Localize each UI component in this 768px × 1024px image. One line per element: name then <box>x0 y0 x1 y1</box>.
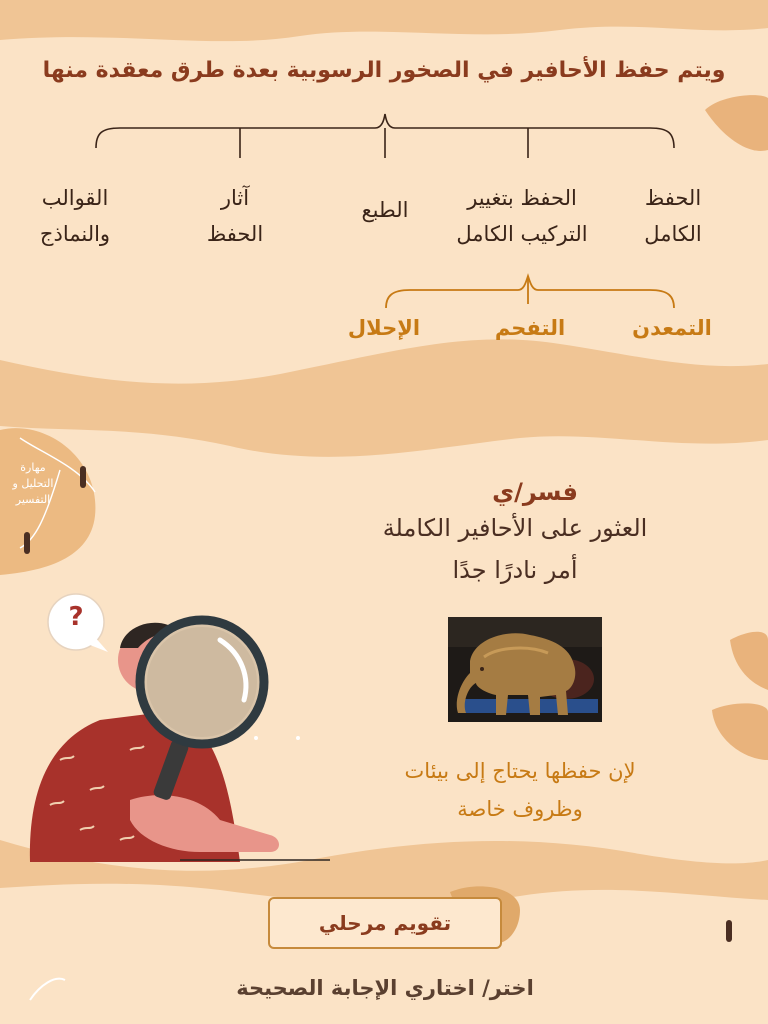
branch-molds-casts: القوالب والنماذج <box>39 186 111 246</box>
branch-imprint: الطبع <box>361 198 409 222</box>
diagram-title: ويتم حفظ الأحافير في الصخور الرسوبية بعدة طرق معقدة منها <box>42 58 726 83</box>
sub-mineralization: التمعدن <box>632 316 712 340</box>
branch-chemical-change: الحفظ بتغيير التركيب الكامل <box>456 186 588 246</box>
branch-complete-preservation: الحفظ الكامل <box>644 186 702 246</box>
sub-brace <box>380 268 680 314</box>
mammoth-fossil-image <box>448 617 602 722</box>
explain-answer: لإن حفظها يحتاج إلى بيئات وظروف خاصة <box>404 759 636 821</box>
explain-heading: فسر/ي <box>492 478 578 506</box>
question-mark-icon: ? <box>68 602 84 632</box>
sub-replacement: الإحلال <box>347 316 421 340</box>
skill-label: مهارة التحليل و التفسير <box>12 461 54 506</box>
main-brace <box>90 108 680 168</box>
sub-carbonization: التفحم <box>494 316 566 340</box>
branch-trace-fossils: آثار الحفظ <box>206 186 264 246</box>
explain-line-1: العثور على الأحافير الكاملة <box>382 514 648 542</box>
question-text: اختر/ اختاري الإجابة الصحيحة <box>236 976 534 1000</box>
explain-line-2: أمر نادرًا جدًا <box>452 556 578 584</box>
assessment-badge: تقويم مرحلي <box>268 897 502 949</box>
